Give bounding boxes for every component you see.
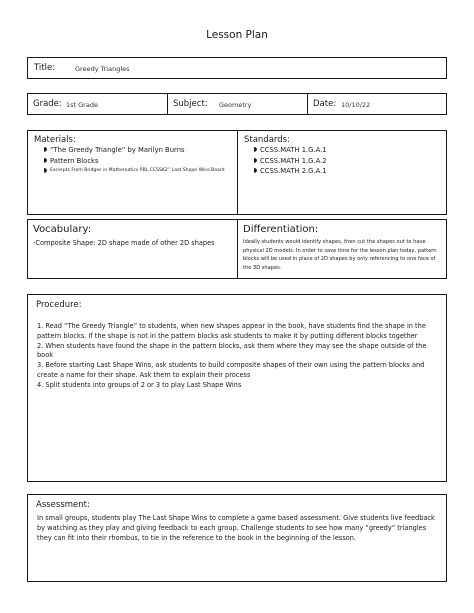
standards-heading: Standards: [244, 135, 290, 145]
date-cell [308, 94, 446, 114]
date-value: 10/10/22 [341, 101, 371, 109]
title-value: Greedy Triangles [75, 65, 130, 73]
procedure-heading: Procedure: [36, 300, 82, 310]
standards-item: ● CCSS.MATH 1.G.A.2 [254, 156, 446, 167]
materials-standards-row [27, 130, 447, 215]
standards-item: ● CCSS.MATH 2.G.A.1 [254, 166, 446, 177]
vocabulary-heading: Vocabulary: [33, 224, 92, 235]
standards-section [238, 131, 446, 214]
grade-cell [28, 94, 168, 114]
materials-list [44, 145, 237, 177]
assessment-section [27, 494, 447, 582]
differentiation-heading: Differentiation: [243, 224, 319, 235]
assessment-text: In small groups, students play The Last Shape Wins to complete a game based assessment. Give students live feedback by watching as they play and giving feedback to each group. Challenge students to see how many “greedy” triangles they can fit into their rhombus, to tie in the reference to the book in the beginning of the lesson. [37, 514, 435, 542]
vocabulary-text: -Composite Shape: 2D shape made of other 2D shapes [33, 239, 215, 247]
procedure-step: 1. Read “The Greedy Triangle” to students, when new shapes appear in the book, have students find the shape in the pattern blocks. If the shape is not in the pattern blocks ask students to make it by putting different blocks together [37, 322, 426, 340]
procedure-step: 2. When students have found the shape in the pattern blocks, ask them where they may see the shape outside of the book [37, 341, 427, 360]
subject-cell [168, 94, 308, 114]
procedure-step: 4. Split students into groups of 2 or 3 to play Last Shape Wins [37, 380, 242, 389]
vocabulary-differentiation-row [27, 219, 447, 279]
procedure-section [27, 294, 447, 482]
standards-list [254, 145, 446, 177]
grade-subject-date-row [27, 93, 447, 115]
materials-section [28, 131, 238, 214]
grade-label: Grade: [33, 99, 62, 109]
materials-item: ● Pattern Blocks [44, 156, 237, 167]
materials-item: ● “The Greedy Triangle” by Marilyn Burns [44, 145, 237, 156]
materials-item: ● Excerpts From Bridges in Mathematics PBL.CCSSK2” Last Shape Wins Board [44, 166, 237, 177]
materials-heading: Materials: [34, 135, 76, 145]
grade-value: 1st Grade [66, 101, 98, 109]
subject-value: Geometry [219, 101, 252, 109]
assessment-heading: Assessment: [36, 500, 90, 510]
standards-item: ● CCSS.MATH 1.G.A.1 [254, 145, 446, 156]
procedure-step: 3. Before starting Last Shape Wins, ask students to build composite shapes of their own using the pattern blocks and create a name for their shape. Ask them to explain their process [37, 361, 425, 379]
date-label: Date: [313, 99, 337, 109]
procedure-steps [37, 322, 438, 391]
vocabulary-section [28, 220, 238, 278]
title-label: Title: [34, 63, 56, 73]
title-field [27, 57, 447, 79]
differentiation-section [238, 220, 446, 278]
differentiation-text: Ideally students would identify shapes, then cut the shapes out to have physical 2D models. In order to save time for the lesson plan today, pattern blocks will be used in place of 2D shapes by only referencing to one face of the 3D shapes. [243, 239, 437, 271]
subject-label: Subject: [173, 99, 208, 109]
page-title: Lesson Plan [206, 29, 268, 41]
